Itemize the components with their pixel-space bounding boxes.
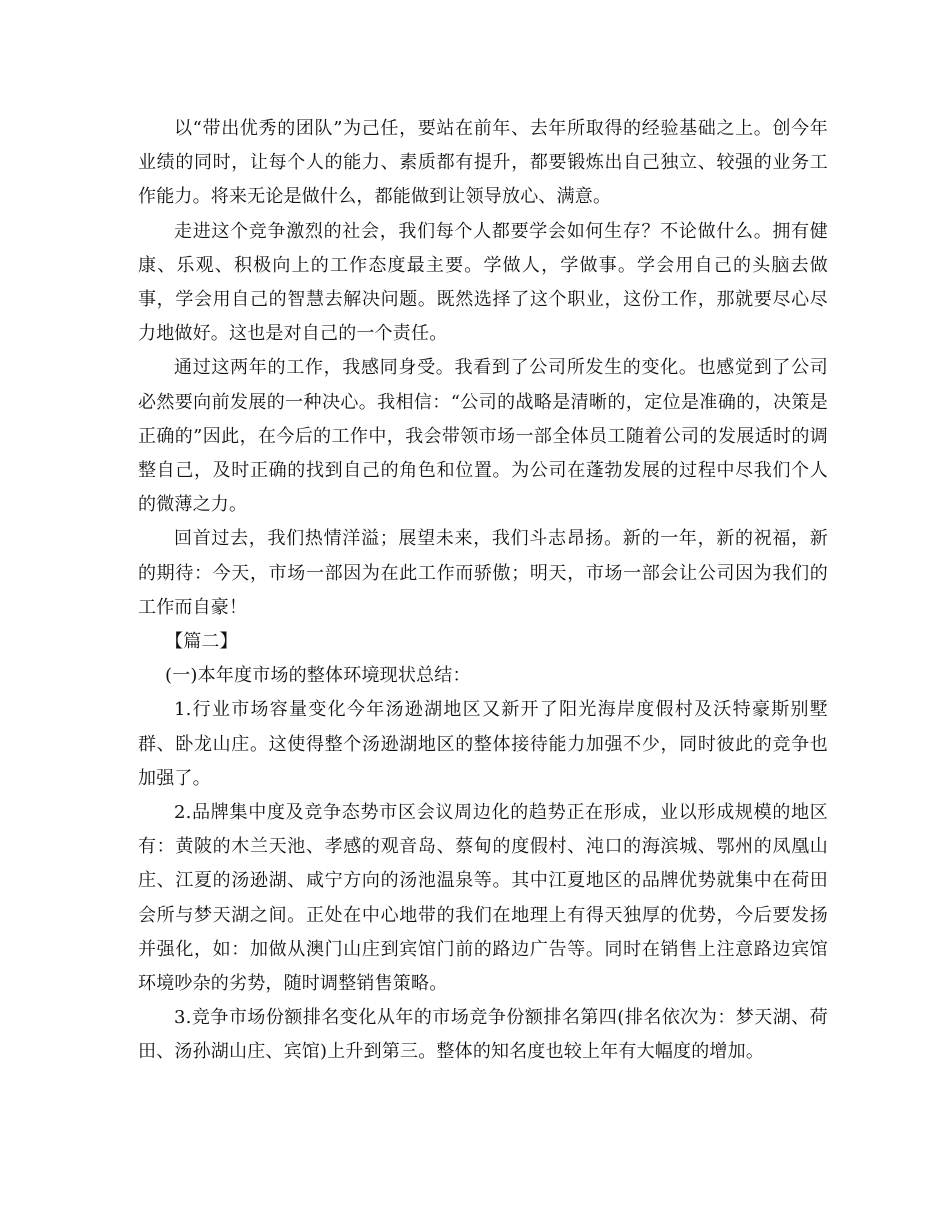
list-item-market-capacity: 1.行业市场容量变化今年汤逊湖地区又新开了阳光海岸度假村及沃特豪斯别墅群、卧龙山庄。这使得整个汤逊湖地区的整体接待能力加强不少，同时彼此的竞争也加强了。 xyxy=(138,699,828,789)
paragraph-company-change: 通过这两年的工作，我感同身受。我看到了公司所发生的变化。也感觉到了公司必然要向前发展的一种决心。我相信：“公司的战略是清晰的，定位是准确的，决策是正确的”因此，在今后的工作中，我会带领市场一部全体员工随着公司的发展适时的调整自己，及时正确的找到自己的角色和位置。为公司在蓬勃发展的过程中尽我们个人的微薄之力。 xyxy=(138,357,828,516)
subsection-heading-market-environment: (一)本年度市场的整体环境现状总结： xyxy=(165,665,471,687)
list-item-brand-concentration: 2.品牌集中度及竞争态势市区会议周边化的趋势正在形成，业以形成规模的地区有：黄陂的木兰天池、孝感的观音岛、蔡甸的度假村、沌口的海滨城、鄂州的凤凰山庄、江夏的汤逊湖、咸宁方向的汤池温泉等。其中江夏地区的品牌优势就集中在荷田会所与梦天湖之间。正处在中心地带的我们在地理上有得天独厚的优势，今后要发扬并强化，如：加做从澳门山庄到宾馆门前的路边广告等。同时在销售上注意路边宾馆环境吵杂的劣势，随时调整销售策略。 xyxy=(138,802,828,995)
section-heading-part-two: 【篇二】 xyxy=(165,631,238,653)
document-body xyxy=(138,112,828,1070)
paragraph-looking-back: 回首过去，我们热情洋溢；展望未来，我们斗志昂扬。新的一年，新的祝福，新的期待：今天，市场一部因为在此工作而骄傲；明天，市场一部会让公司因为我们的工作而自豪！ xyxy=(138,528,828,618)
list-item-market-share: 3.竞争市场份额排名变化从年的市场竞争份额排名第四(排名依次为：梦天湖、荷田、汤孙湖山庄、宾馆)上升到第三。整体的知名度也较上年有大幅度的增加。 xyxy=(138,1007,828,1063)
paragraph-survival: 走进这个竞争激烈的社会，我们每个人都要学会如何生存？不论做什么。拥有健康、乐观、积极向上的工作态度最主要。学做人，学做事。学会用自己的头脑去做事，学会用自己的智慧去解决问题。既然选择了这个职业，这份工作，那就要尽心尽力地做好。这也是对自己的一个责任。 xyxy=(138,220,828,345)
paragraph-team-goal: 以“带出优秀的团队”为己任，要站在前年、去年所取得的经验基础之上。创今年业绩的同时，让每个人的能力、素质都有提升，都要锻炼出自己独立、较强的业务工作能力。将来无论是做什么，都能做到让领导放心、满意。 xyxy=(138,118,828,208)
